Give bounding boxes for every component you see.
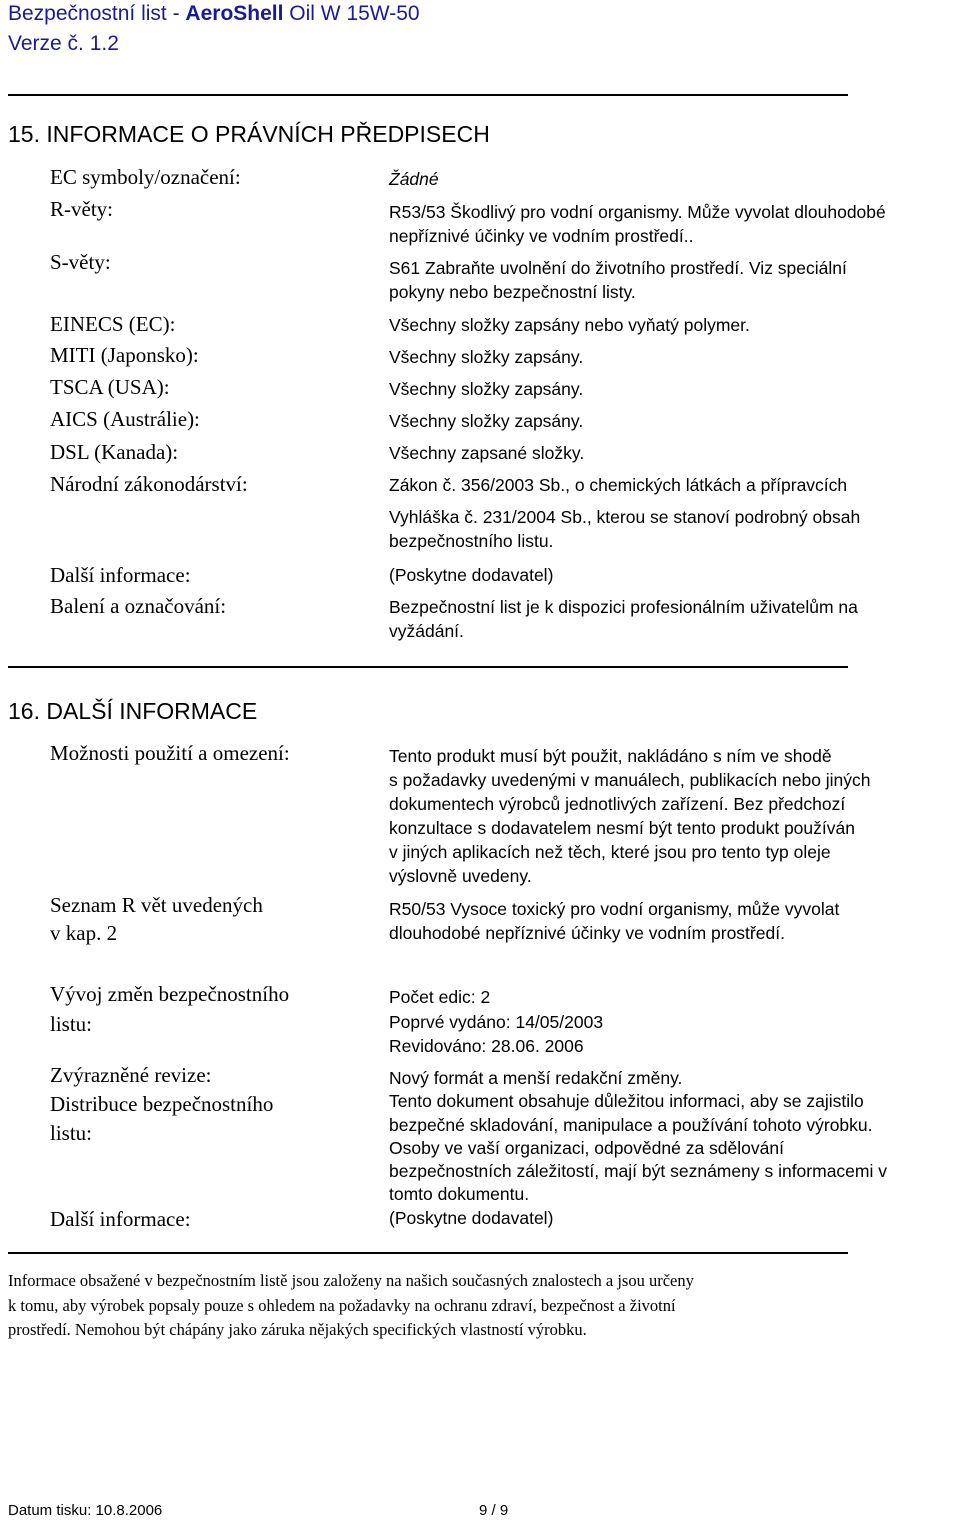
- value-dsl: Všechny zapsané složky.: [389, 443, 585, 463]
- value-distribution-line5: tomto dokumentu.: [389, 1184, 530, 1204]
- label-r-phrase-list-line2: v kap. 2: [50, 921, 118, 945]
- value-further-info: (Poskytne dodavatel): [389, 565, 554, 585]
- value-einecs: Všechny složky zapsány nebo vyňatý polymer.: [389, 315, 750, 335]
- section-16-title: 16. DALŠÍ INFORMACE: [8, 698, 258, 724]
- footer-notice-line2: k tomu, aby výrobek popsaly pouze s ohledem na požadavky na ochranu zdraví, bezpečnost a životní: [8, 1296, 676, 1315]
- value-tsca: Všechny složky zapsány.: [389, 379, 584, 399]
- label-r-phrase-list-line1: Seznam R vět uvedených: [50, 893, 263, 917]
- label-national-legislation: Národní zákonodárství:: [50, 472, 248, 496]
- label-highlighted-revisions: Zvýrazněné revize:: [50, 1063, 212, 1087]
- value-distribution-line4: bezpečnostních záležitostí, mají být seznámeny s informacemi v: [389, 1161, 887, 1181]
- value-r-phrase-list-line2: dlouhodobé nepříznivé účinky ve vodním prostředí.: [389, 923, 785, 943]
- label-ec-symbols: EC symboly/označení:: [50, 165, 241, 189]
- value-uses-line3: dokumentech výrobců jednotlivých zařízení. Bez předchozí: [389, 794, 846, 814]
- label-miti: MITI (Japonsko):: [50, 343, 199, 367]
- header-suffix: Oil W 15W-50: [283, 2, 420, 25]
- value-uses-line5: v jiných aplikacích než těch, které jsou pro tento typ oleje: [389, 842, 831, 862]
- value-packaging-line2: vyžádání.: [389, 621, 464, 641]
- label-distribution-line2: listu:: [50, 1121, 93, 1145]
- document-header-title: [8, 2, 420, 26]
- label-dsl: DSL (Kanada):: [50, 440, 179, 464]
- document-version: Verze č. 1.2: [8, 32, 119, 55]
- page-number: 9 / 9: [479, 1502, 509, 1519]
- value-uses-line6: výslovně uvedeny.: [389, 866, 532, 886]
- value-revised: Revidováno: 28.06. 2006: [389, 1036, 584, 1056]
- section-15-title: 15. INFORMACE O PRÁVNÍCH PŘEDPISECH: [8, 121, 490, 147]
- label-uses-restrictions: Možnosti použití a omezení:: [50, 741, 290, 765]
- value-distribution-line2: bezpečné skladování, manipulace a používání tohoto výrobku.: [389, 1115, 873, 1135]
- value-national-decree-line2: bezpečnostního listu.: [389, 531, 554, 551]
- footer-notice-line1: Informace obsažené v bezpečnostním listě jsou založeny na našich současných znalostech a jsou určeny: [8, 1271, 694, 1290]
- value-packaging-line1: Bezpečnostní list je k dispozici profesionálním uživatelům na: [389, 597, 858, 617]
- value-further-info-16: (Poskytne dodavatel): [389, 1208, 554, 1228]
- header-product: AeroShell: [185, 2, 284, 25]
- value-r-phrases-line1: R53/53 Škodlivý pro vodní organismy. Může vyvolat dlouhodobé: [389, 202, 886, 222]
- label-r-phrases: R-věty:: [50, 197, 113, 221]
- label-further-info-16: Další informace:: [50, 1207, 191, 1231]
- label-revision-history-line2: listu:: [50, 1012, 93, 1036]
- value-s-phrases-line2: pokyny nebo bezpečnostní listy.: [389, 282, 636, 302]
- value-highlighted-revisions: Nový formát a menší redakční změny.: [389, 1068, 683, 1088]
- value-distribution-line1: Tento dokument obsahuje důležitou informaci, aby se zajistilo: [389, 1091, 864, 1111]
- value-distribution-line3: Osoby ve vaší organizaci, odpovědné za sdělování: [389, 1138, 784, 1158]
- value-uses-line4: konzultace s dodavatelem nesmí být tento produkt používán: [389, 818, 855, 838]
- label-einecs: EINECS (EC):: [50, 312, 176, 336]
- print-date: Datum tisku: 10.8.2006: [8, 1502, 163, 1519]
- value-aics: Všechny složky zapsány.: [389, 411, 584, 431]
- value-ec-symbols: Žádné: [389, 169, 439, 189]
- footer-notice-line3: prostředí. Nemohou být chápány jako záruka nějakých specifických vlastností výrobku.: [8, 1320, 587, 1339]
- value-edition-count: Počet edic: 2: [389, 987, 491, 1007]
- value-r-phrases-line2: nepříznivé účinky ve vodním prostředí..: [389, 226, 694, 246]
- label-packaging: Balení a označování:: [50, 594, 227, 618]
- label-aics: AICS (Austrálie):: [50, 407, 200, 431]
- section-divider: [8, 666, 848, 668]
- value-miti: Všechny složky zapsány.: [389, 347, 584, 367]
- footer-divider: [8, 1252, 848, 1254]
- header-prefix: Bezpečnostní list -: [8, 2, 186, 25]
- value-first-issued: Poprvé vydáno: 14/05/2003: [389, 1012, 604, 1032]
- value-uses-line1: Tento produkt musí být použit, nakládáno s ním ve shodě: [389, 746, 832, 766]
- header-divider: [8, 94, 848, 96]
- label-s-phrases: S-věty:: [50, 250, 111, 274]
- label-further-info: Další informace:: [50, 563, 191, 587]
- value-s-phrases-line1: S61 Zabraňte uvolnění do životního prostředí. Viz speciální: [389, 258, 847, 278]
- value-national-law: Zákon č. 356/2003 Sb., o chemických látkách a přípravcích: [389, 475, 848, 495]
- label-revision-history-line1: Vývoj změn bezpečnostního: [50, 982, 290, 1006]
- value-national-decree-line1: Vyhláška č. 231/2004 Sb., kterou se stanoví podrobný obsah: [389, 507, 861, 527]
- label-distribution-line1: Distribuce bezpečnostního: [50, 1092, 274, 1116]
- value-uses-line2: s požadavky uvedenými v manuálech, publikacích nebo jiných: [389, 770, 871, 790]
- value-r-phrase-list-line1: R50/53 Vysoce toxický pro vodní organismy, může vyvolat: [389, 899, 840, 919]
- label-tsca: TSCA (USA):: [50, 375, 170, 399]
